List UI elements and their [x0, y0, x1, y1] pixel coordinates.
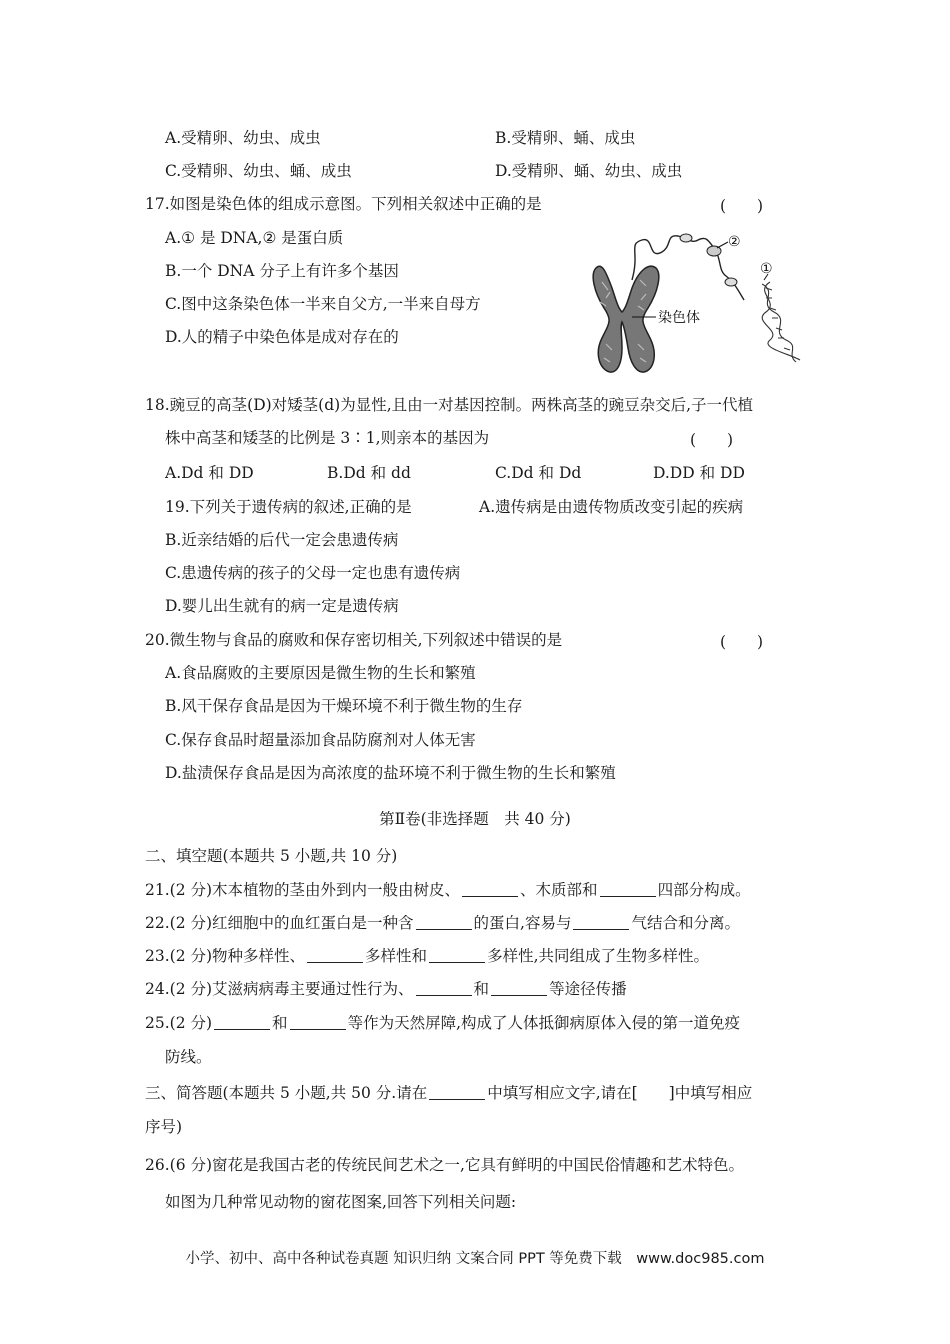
- label-2-pointer: [717, 242, 728, 248]
- q17-answer-paren: ( ): [720, 197, 764, 215]
- q18-option-b: B.Dd 和 dd: [327, 464, 411, 482]
- q19-option-b: B.近亲结婚的后代一定会患遗传病: [165, 531, 399, 549]
- q26-line1: 26.(6 分)窗花是我国古老的传统民间艺术之一,它具有鲜明的中国民俗情趣和艺术特色。: [145, 1156, 744, 1174]
- chromosome-shape: [593, 266, 659, 372]
- q21-blank-2[interactable]: [600, 881, 656, 897]
- q20-option-b: B.风干保存食品是因为干燥环境不利于微生物的生存: [165, 697, 523, 715]
- q25-line2: 防线。: [165, 1048, 212, 1066]
- q20-answer-paren: ( ): [720, 633, 764, 651]
- q21-part1: 21.(2 分)木本植物的茎由外到内一般由树皮、: [145, 881, 461, 899]
- q22-part1: 22.(2 分)红细胞中的血红蛋白是一种含: [145, 914, 414, 932]
- q16-option-d: D.受精卵、蛹、幼虫、成虫: [495, 162, 683, 180]
- q19-option-d: D.婴儿出生就有的病一定是遗传病: [165, 597, 399, 615]
- q17-option-c: C.图中这条染色体一半来自父方,一半来自母方: [165, 295, 481, 313]
- q22-part2: 的蛋白,容易与: [473, 914, 572, 932]
- q17-stem: 17.如图是染色体的组成示意图。下列相关叙述中正确的是: [145, 195, 542, 213]
- q17-option-b: B.一个 DNA 分子上有许多个基因: [165, 262, 399, 280]
- section3-title: [145, 1083, 752, 1103]
- q25-part2: 和: [272, 1014, 288, 1032]
- q21-part3: 四部分构成。: [657, 881, 751, 899]
- q25-blank-2[interactable]: [290, 1014, 346, 1030]
- q24-part1: 24.(2 分)艾滋病病毒主要通过性行为、: [145, 980, 414, 998]
- section2-title: 二、填空题(本题共 5 小题,共 10 分): [145, 847, 398, 865]
- chromosome-label: 染色体: [658, 310, 700, 326]
- page-footer: 小学、初中、高中各种试卷真题 知识归纳 文案合同 PPT 等免费下载 www.doc985.com: [185, 1251, 765, 1267]
- q25-part1: 25.(2 分): [145, 1014, 213, 1032]
- q24-part3: 等途径传播: [549, 980, 627, 998]
- double-helix: [762, 282, 800, 362]
- q22-blank-2[interactable]: [573, 914, 629, 930]
- q21-blank-1[interactable]: [462, 881, 518, 897]
- q20-option-a: A.食品腐败的主要原因是微生物的生长和繁殖: [165, 664, 476, 682]
- q24-blank-2[interactable]: [491, 980, 547, 996]
- q16-option-b: B.受精卵、蛹、成虫: [495, 129, 636, 147]
- q18-stem-line1: 18.豌豆的高茎(D)对矮茎(d)为显性,且由一对基因控制。两株高茎的豌豆杂交后,子一代植: [145, 396, 754, 414]
- q25-blank-1[interactable]: [214, 1014, 270, 1030]
- protein-bead-3: [725, 278, 737, 286]
- q23-blank-1[interactable]: [307, 947, 363, 963]
- q23: [145, 946, 709, 966]
- q22-part3: 气结合和分离。: [631, 914, 740, 932]
- section3-line2: 序号): [145, 1118, 183, 1136]
- q16-option-a: A.受精卵、幼虫、成虫: [165, 129, 321, 147]
- part2-title: 第Ⅱ卷(非选择题 共 40 分): [379, 810, 571, 828]
- q23-part3: 多样性,共同组成了生物多样性。: [487, 947, 709, 965]
- q19-option-a: A.遗传病是由遗传物质改变引起的疾病: [479, 498, 744, 516]
- q18-answer-paren: ( ): [690, 431, 734, 449]
- section3-part2: 中填写相应文字,请在[ ]中填写相应: [487, 1084, 753, 1102]
- q23-blank-2[interactable]: [429, 947, 485, 963]
- q17-option-a: A.① 是 DNA,② 是蛋白质: [165, 229, 344, 247]
- protein-bead: [680, 234, 692, 242]
- q20-option-d: D.盐渍保存食品是因为高浓度的盐环境不利于微生物的生长和繁殖: [165, 764, 616, 782]
- q18-option-d: D.DD 和 DD: [653, 464, 745, 482]
- q23-part1: 23.(2 分)物种多样性、: [145, 947, 306, 965]
- q21: [145, 880, 751, 900]
- q24: [145, 979, 627, 999]
- q18-option-c: C.Dd 和 Dd: [495, 464, 582, 482]
- q22: [145, 913, 740, 933]
- q18-option-a: A.Dd 和 DD: [165, 464, 254, 482]
- q24-part2: 和: [473, 980, 490, 998]
- q19-stem: 19.下列关于遗传病的叙述,正确的是: [165, 498, 412, 516]
- q23-part2: 多样性和: [365, 947, 428, 965]
- q19-option-c: C.患遗传病的孩子的父母一定也患有遗传病: [165, 564, 461, 582]
- label-2: ②: [728, 234, 741, 250]
- q24-blank-1[interactable]: [416, 980, 472, 996]
- q22-blank-1[interactable]: [416, 914, 472, 930]
- label-1: ①: [760, 261, 773, 277]
- q25-part3: 等作为天然屏障,构成了人体抵御病原体入侵的第一道免疫: [347, 1014, 740, 1032]
- q21-part2: 、木质部和: [520, 881, 598, 899]
- section3-part1: 三、简答题(本题共 5 小题,共 50 分.请在: [145, 1084, 428, 1102]
- section3-blank: [429, 1084, 485, 1100]
- q17-option-d: D.人的精子中染色体是成对存在的: [165, 328, 399, 346]
- q18-stem-line2: 株中高茎和矮茎的比例是 3∶1,则亲本的基因为: [165, 429, 490, 447]
- q16-option-c: C.受精卵、幼虫、蛹、成虫: [165, 162, 352, 180]
- q20-option-c: C.保存食品时超量添加食品防腐剂对人体无害: [165, 731, 476, 749]
- q20-stem: 20.微生物与食品的腐败和保存密切相关,下列叙述中错误的是: [145, 631, 563, 649]
- chromosome-diagram: [580, 222, 820, 382]
- q25: [145, 1013, 740, 1033]
- q26-line2: 如图为几种常见动物的窗花图案,回答下列相关问题:: [165, 1193, 517, 1211]
